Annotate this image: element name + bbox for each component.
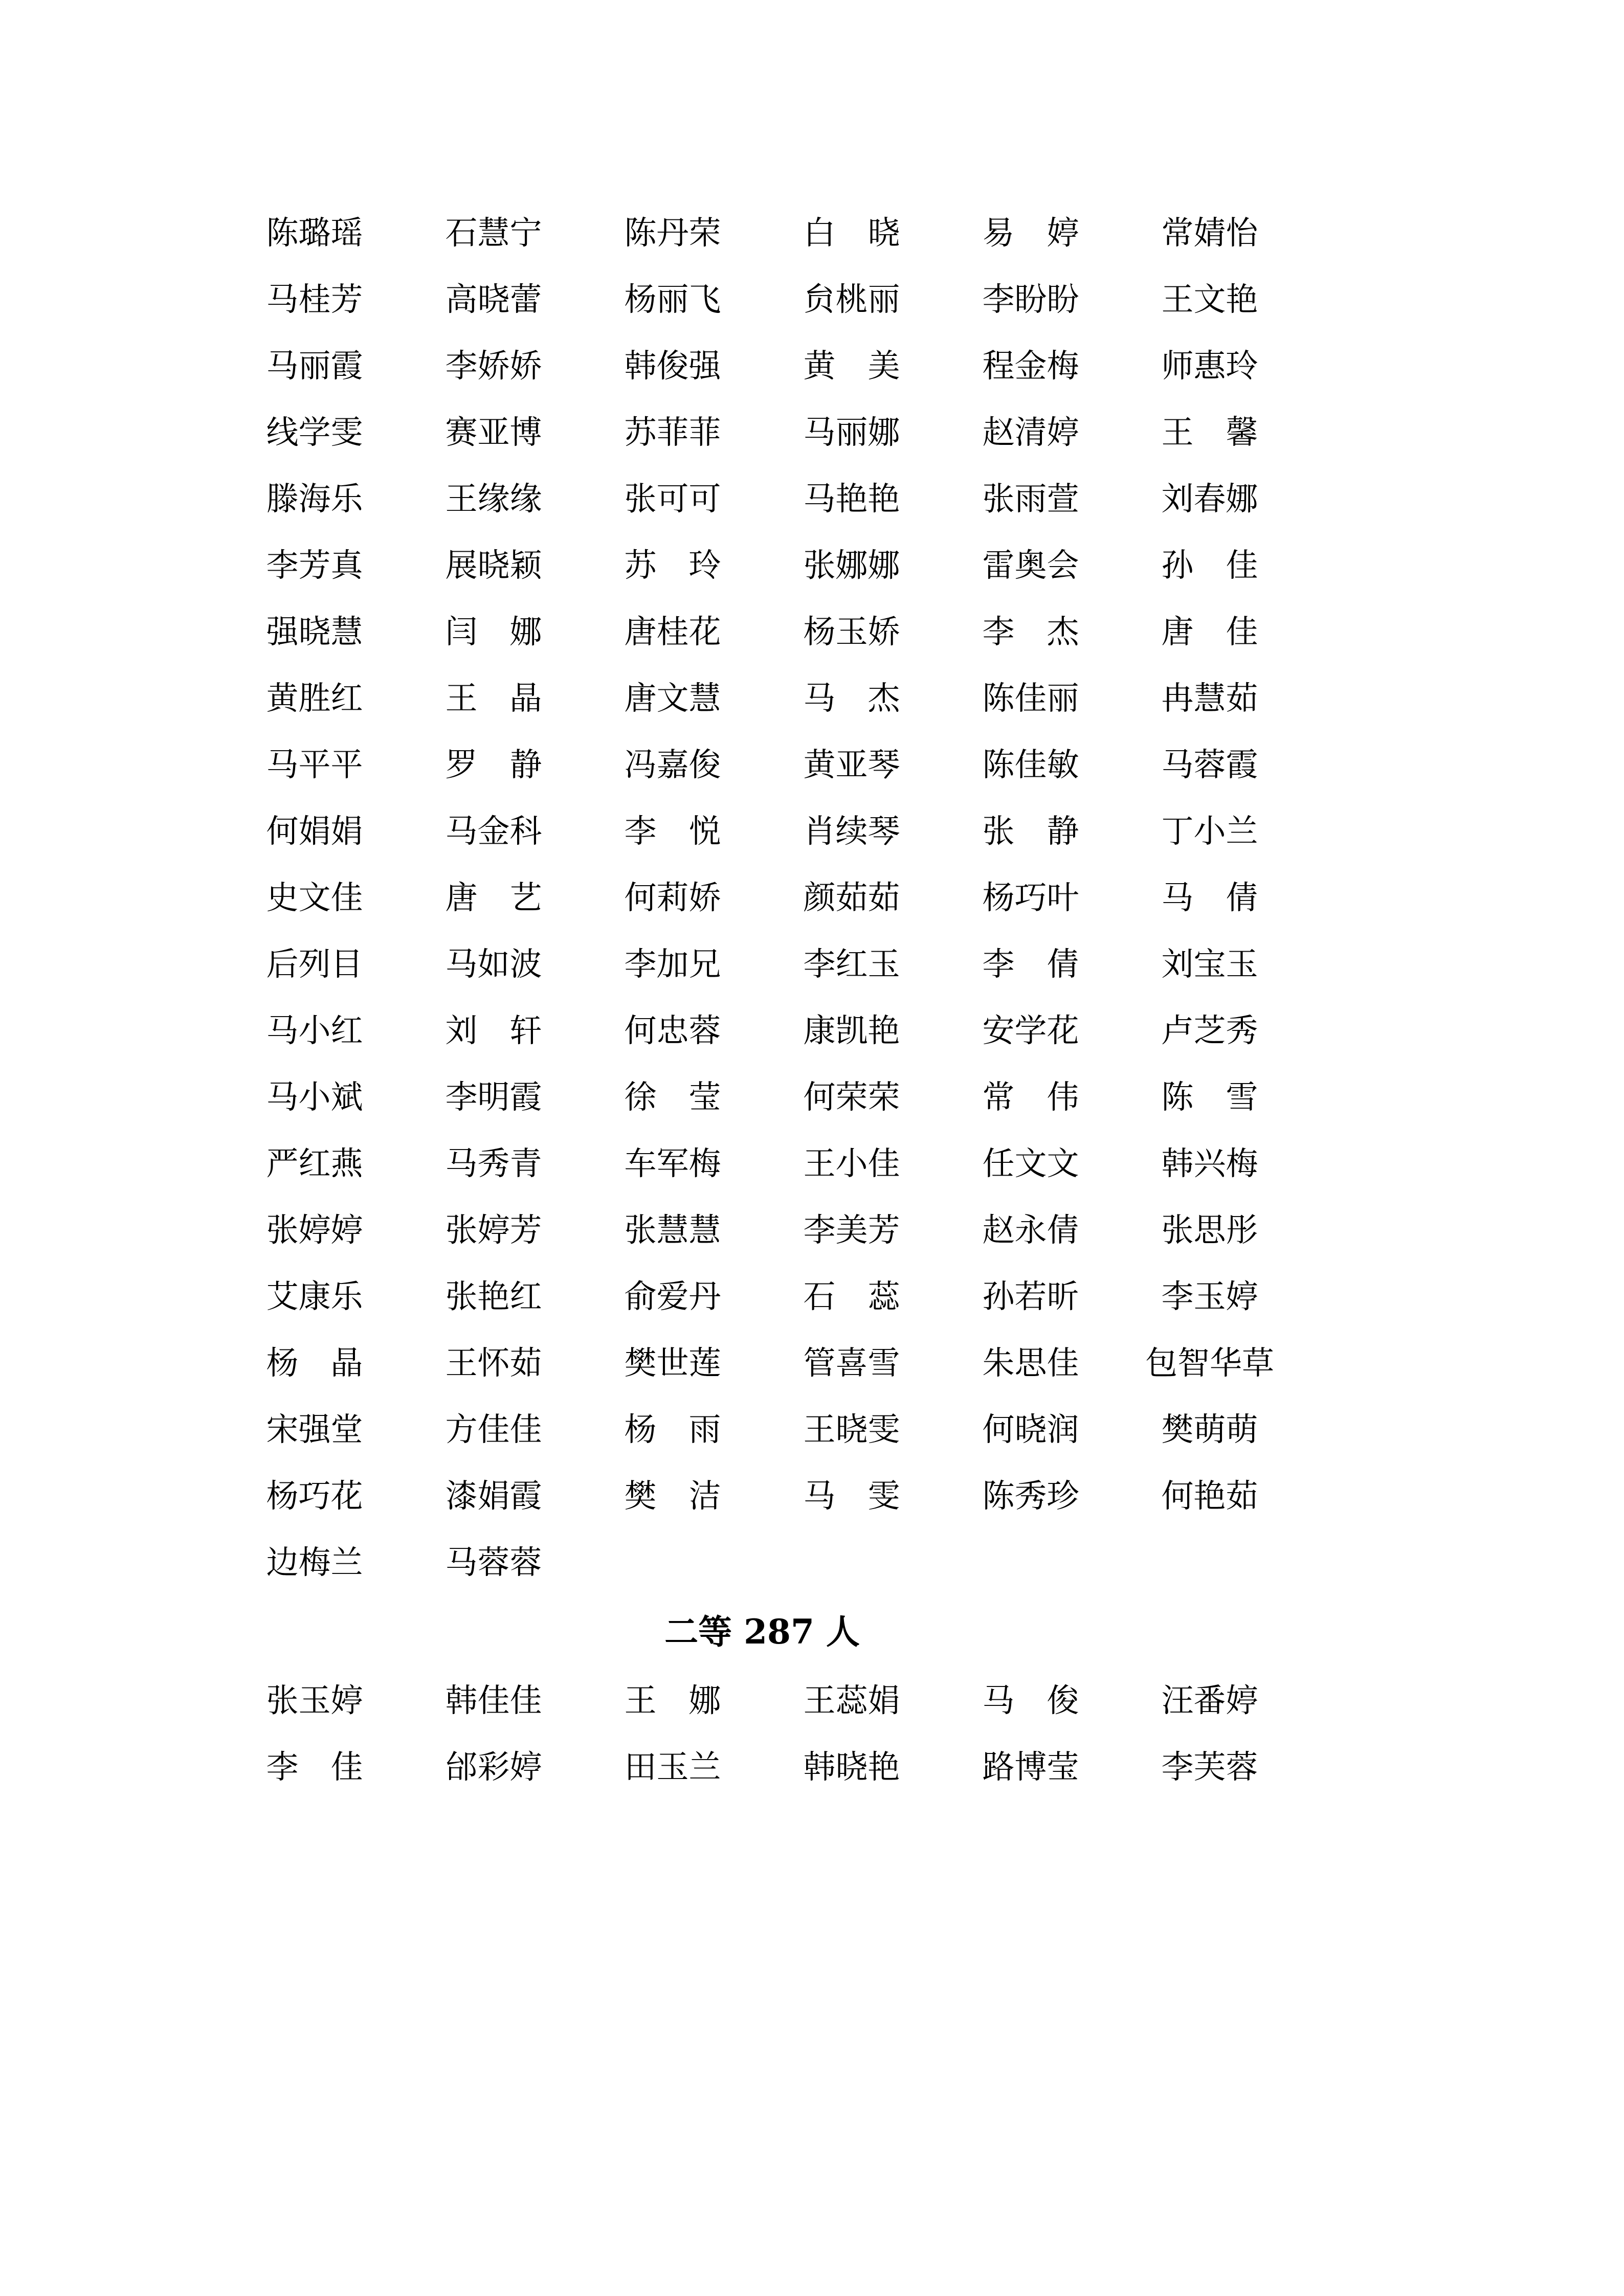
table-row [225, 798, 1299, 864]
name-cell: 李 杰 [982, 613, 1079, 650]
name-cell: 杨 晶 [266, 1344, 363, 1382]
name-cell [762, 1529, 941, 1595]
name-cell: 杨 雨 [624, 1410, 721, 1448]
name-cell: 管喜雪 [803, 1344, 900, 1382]
name-cell: 马 杰 [803, 679, 900, 717]
name-cell: 何晓润 [982, 1410, 1079, 1448]
name-cell: 李 佳 [266, 1748, 363, 1786]
name-cell: 马丽霞 [266, 347, 363, 385]
name-cell: 黄 美 [803, 347, 900, 385]
name-cell: 王小佳 [803, 1144, 900, 1182]
name-cell: 张雨萱 [982, 480, 1079, 517]
name-cell: 何荣荣 [803, 1078, 900, 1116]
name-cell: 丁小兰 [1161, 812, 1258, 850]
name-cell: 陈佳丽 [982, 679, 1079, 717]
name-cell: 韩佳佳 [445, 1681, 542, 1719]
table-row [225, 1529, 1299, 1595]
name-cell: 黄胜红 [266, 679, 363, 717]
name-cell: 艾康乐 [266, 1277, 363, 1315]
name-cell: 张 静 [982, 812, 1079, 850]
name-cell: 程金梅 [982, 347, 1079, 385]
name-cell: 苏 玲 [624, 546, 721, 584]
name-cell: 任文文 [982, 1144, 1079, 1182]
name-cell: 冉慧茹 [1161, 679, 1258, 717]
name-cell: 李玉婷 [1161, 1277, 1258, 1315]
name-cell: 唐桂花 [624, 613, 721, 650]
name-cell: 孙若昕 [982, 1277, 1079, 1315]
name-cell: 马金科 [445, 812, 542, 850]
name-cell: 王蕊娟 [803, 1681, 900, 1719]
name-cell: 张慧慧 [624, 1211, 721, 1249]
name-cell: 马平平 [266, 746, 363, 783]
name-cell: 何莉娇 [624, 879, 721, 916]
table-row [225, 1734, 1299, 1800]
table-row [225, 199, 1299, 266]
table-row [225, 665, 1299, 731]
name-cell: 马小斌 [266, 1078, 363, 1116]
name-cell: 王 娜 [624, 1681, 721, 1719]
table-row [225, 1462, 1299, 1529]
name-cell: 刘 轩 [445, 1011, 542, 1049]
name-cell: 朱思佳 [982, 1344, 1079, 1382]
name-cell: 王 馨 [1161, 413, 1258, 451]
name-cell: 王晓雯 [803, 1410, 900, 1448]
name-cell: 易 婷 [982, 214, 1079, 252]
name-cell: 边梅兰 [266, 1543, 363, 1581]
name-cell: 李明霞 [445, 1078, 542, 1116]
name-cell: 刘春娜 [1161, 480, 1258, 517]
table-row [225, 266, 1299, 332]
name-cell: 赵永倩 [982, 1211, 1079, 1249]
name-cell: 陈丹荣 [624, 214, 721, 252]
name-cell: 孙 佳 [1161, 546, 1258, 584]
name-cell: 冯嘉俊 [624, 746, 721, 783]
table-row [225, 1396, 1299, 1462]
name-cell: 白 晓 [803, 214, 900, 252]
table-body [225, 199, 1299, 1595]
name-list-table-section-0 [225, 199, 1299, 1595]
name-cell: 李红玉 [803, 945, 900, 983]
name-cell: 苏菲菲 [624, 413, 721, 451]
name-cell: 马如波 [445, 945, 542, 983]
name-cell: 杨玉娇 [803, 613, 900, 650]
name-cell: 张可可 [624, 480, 721, 517]
name-cell: 陈佳敏 [982, 746, 1079, 783]
name-cell [941, 1529, 1120, 1595]
name-cell: 杨巧叶 [982, 879, 1079, 916]
name-cell: 张思彤 [1161, 1211, 1258, 1249]
name-cell: 张艳红 [445, 1277, 542, 1315]
name-cell: 卢芝秀 [1161, 1011, 1258, 1049]
table-row [225, 731, 1299, 798]
name-cell: 樊 洁 [624, 1477, 721, 1515]
name-cell: 严红燕 [266, 1144, 363, 1182]
name-cell: 常婧怡 [1161, 214, 1258, 252]
name-cell: 雷奥会 [982, 546, 1079, 584]
name-cell: 徐 莹 [624, 1078, 721, 1116]
table-row [225, 399, 1299, 465]
name-cell: 刘宝玉 [1161, 945, 1258, 983]
name-cell: 邰彩婷 [445, 1748, 542, 1786]
name-cell: 何娟娟 [266, 812, 363, 850]
name-cell: 马 雯 [803, 1477, 900, 1515]
name-list-table-section-1 [225, 1667, 1299, 1800]
name-cell: 马 俊 [982, 1681, 1079, 1719]
name-cell: 韩兴梅 [1161, 1144, 1258, 1182]
name-cell: 王文艳 [1161, 280, 1258, 318]
name-cell: 陈璐瑶 [266, 214, 363, 252]
table-row [225, 1130, 1299, 1197]
name-cell: 石 蕊 [803, 1277, 900, 1315]
name-cell: 李 倩 [982, 945, 1079, 983]
name-cell: 俞爱丹 [624, 1277, 721, 1315]
name-cell: 赵清婷 [982, 413, 1079, 451]
name-cell: 李加兄 [624, 945, 721, 983]
name-cell: 常 伟 [982, 1078, 1079, 1116]
table-row [225, 598, 1299, 665]
name-cell: 唐文慧 [624, 679, 721, 717]
name-cell: 康凯艳 [803, 1011, 900, 1049]
name-cell: 韩俊强 [624, 347, 721, 385]
name-cell: 肖续琴 [803, 812, 900, 850]
table-row [225, 1064, 1299, 1130]
name-cell: 黄亚琴 [803, 746, 900, 783]
name-cell: 樊萌萌 [1161, 1410, 1258, 1448]
name-cell: 李芳真 [266, 546, 363, 584]
name-cell: 展晓颖 [445, 546, 542, 584]
name-cell: 唐 佳 [1161, 613, 1258, 650]
name-cell: 张娜娜 [803, 546, 900, 584]
name-cell: 李美芳 [803, 1211, 900, 1249]
name-cell: 强晓慧 [266, 613, 363, 650]
name-cell: 张婷芳 [445, 1211, 542, 1249]
table-row [225, 465, 1299, 532]
name-cell: 宋强堂 [266, 1410, 363, 1448]
table-row [225, 997, 1299, 1064]
name-cell: 张婷婷 [266, 1211, 363, 1249]
table-row [225, 532, 1299, 598]
name-cell: 王 晶 [445, 679, 542, 717]
table-body [225, 1667, 1299, 1800]
table-row [225, 332, 1299, 399]
name-cell: 马丽娜 [803, 413, 900, 451]
section-heading-second-prize: 二等 287 人 [664, 1612, 860, 1652]
name-cell: 李芙蓉 [1161, 1748, 1258, 1786]
table-row [225, 931, 1299, 997]
table-row [225, 1667, 1299, 1734]
name-cell: 马秀青 [445, 1144, 542, 1182]
name-cell: 安学花 [982, 1011, 1079, 1049]
name-cell: 张玉婷 [266, 1681, 363, 1719]
name-cell: 颜茹茹 [803, 879, 900, 916]
name-cell: 罗 静 [445, 746, 542, 783]
name-cell: 陈秀珍 [982, 1477, 1079, 1515]
name-cell: 方佳佳 [445, 1410, 542, 1448]
name-cell: 贠桃丽 [803, 280, 900, 318]
name-cell: 何艳茹 [1161, 1477, 1258, 1515]
name-cell: 车军梅 [624, 1144, 721, 1182]
name-cell: 闫 娜 [445, 613, 542, 650]
name-cell: 王怀茹 [445, 1344, 542, 1382]
name-cell: 史文佳 [266, 879, 363, 916]
name-cell: 李盼盼 [982, 280, 1079, 318]
table-row [225, 864, 1299, 931]
name-cell: 马小红 [266, 1011, 363, 1049]
name-cell: 后列目 [266, 945, 363, 983]
name-cell: 田玉兰 [624, 1748, 721, 1786]
name-cell: 马桂芳 [266, 280, 363, 318]
name-cell: 路博莹 [982, 1748, 1079, 1786]
name-cell: 陈 雪 [1161, 1078, 1258, 1116]
name-cell: 樊世莲 [624, 1344, 721, 1382]
table-row [225, 1263, 1299, 1330]
name-cell: 韩晓艳 [803, 1748, 900, 1786]
name-cell: 线学雯 [266, 413, 363, 451]
name-cell: 杨巧花 [266, 1477, 363, 1515]
name-cell [1120, 1529, 1299, 1595]
name-cell: 高晓蕾 [445, 280, 542, 318]
name-cell: 李娇娇 [445, 347, 542, 385]
name-cell: 马艳艳 [803, 480, 900, 517]
name-cell: 何忠蓉 [624, 1011, 721, 1049]
name-cell [583, 1529, 762, 1595]
name-cell: 马蓉霞 [1161, 746, 1258, 783]
table-row [225, 1197, 1299, 1263]
name-cell: 马蓉蓉 [445, 1543, 542, 1581]
name-cell: 滕海乐 [266, 480, 363, 517]
name-cell: 师惠玲 [1161, 347, 1258, 385]
name-cell: 石慧宁 [445, 214, 542, 252]
name-cell: 汪番婷 [1161, 1681, 1258, 1719]
name-cell: 李 悦 [624, 812, 721, 850]
name-cell: 漆娟霞 [445, 1477, 542, 1515]
table-row [225, 1330, 1299, 1396]
name-cell: 包智华草 [1145, 1344, 1274, 1382]
name-cell: 马 倩 [1161, 879, 1258, 916]
name-cell: 赛亚博 [445, 413, 542, 451]
name-cell: 唐 艺 [445, 879, 542, 916]
name-cell: 杨丽飞 [624, 280, 721, 318]
name-cell: 王缘缘 [445, 480, 542, 517]
